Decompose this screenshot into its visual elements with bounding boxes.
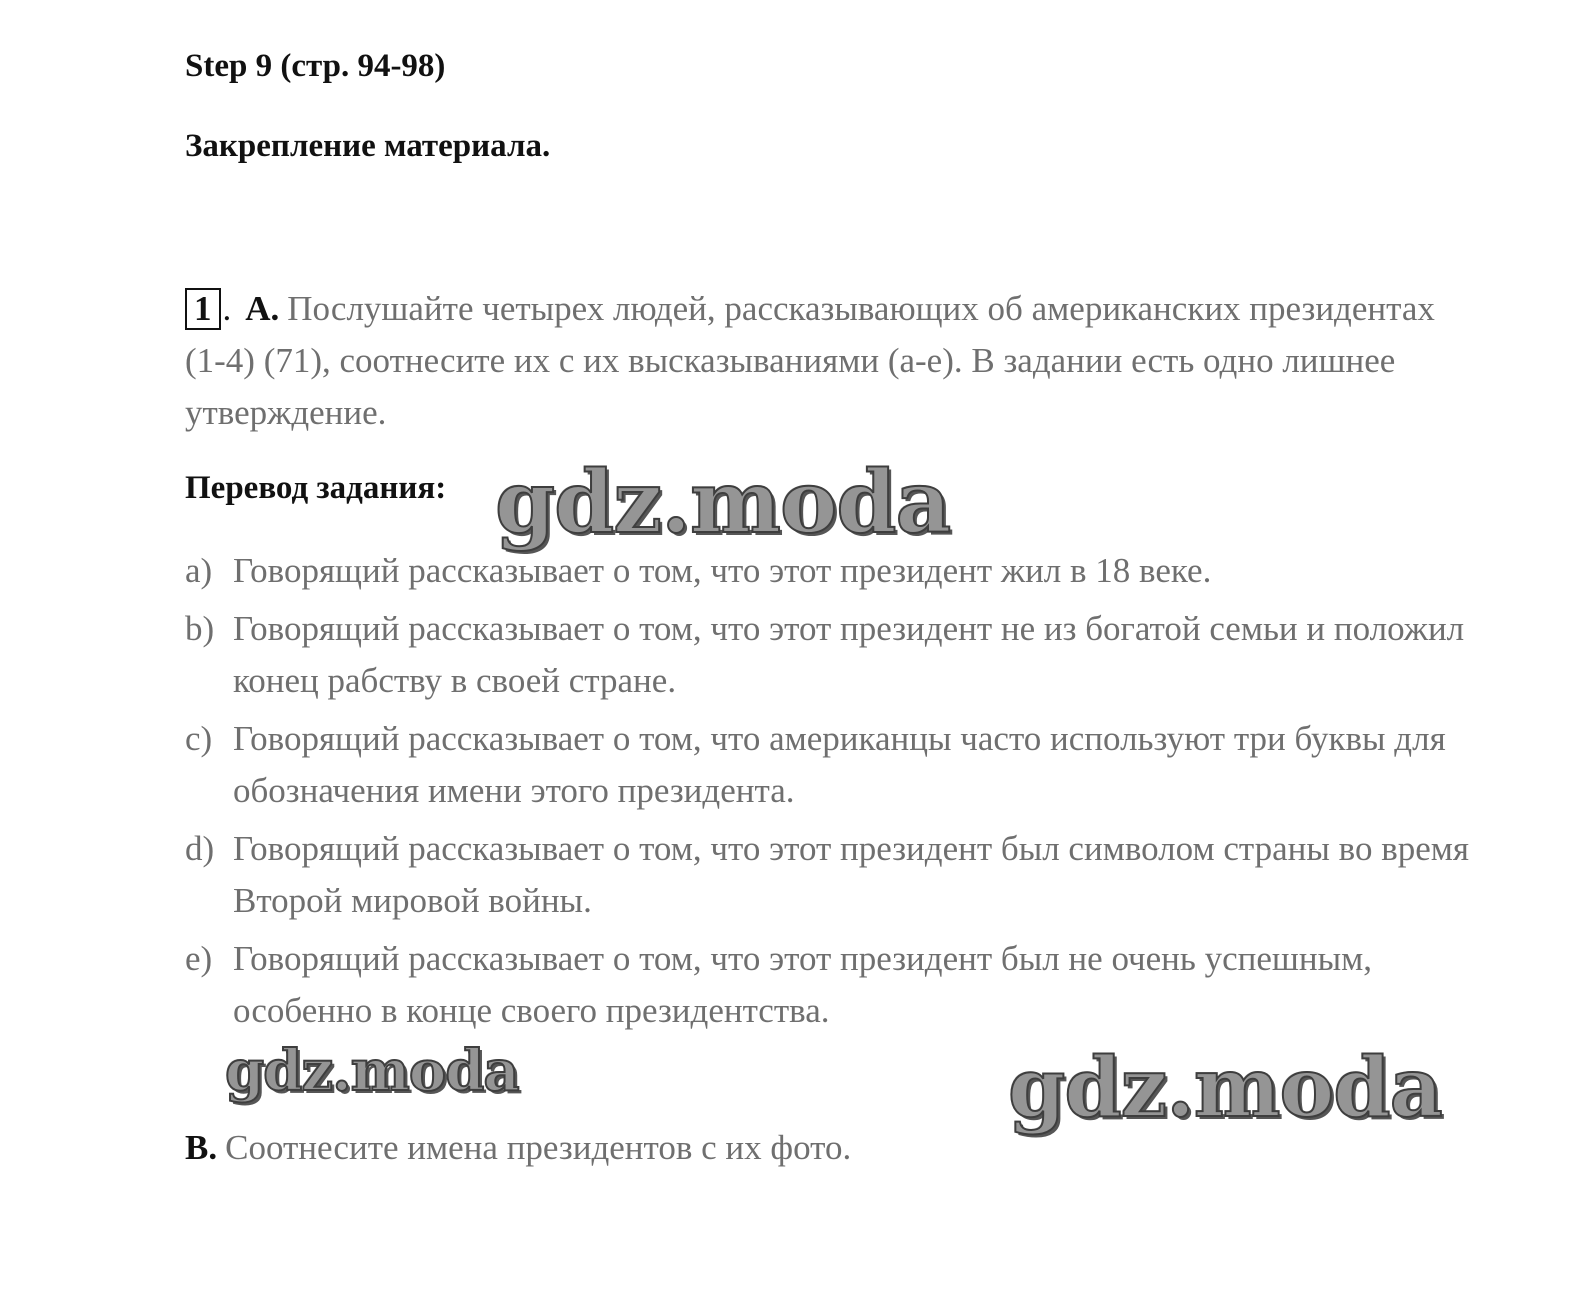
watermark-logo: gdz.moda: [1008, 1040, 1442, 1136]
option-text: Говорящий рассказывает о том, что этот президент был символом страны во время Второй мировой войны.: [233, 829, 1470, 920]
watermark-logo: gdz.moda: [495, 452, 951, 553]
list-item: [185, 603, 1475, 707]
option-letter: d): [185, 829, 215, 868]
task-number-box: 1: [185, 288, 221, 330]
task-1-part-a: [185, 283, 1465, 439]
section-title: Закрепление материала.: [185, 128, 551, 164]
translation-label: Перевод задания:: [185, 470, 447, 506]
list-item: [185, 823, 1475, 927]
task-number-dot: .: [222, 289, 232, 328]
step-title: Step 9 (стр. 94-98): [185, 48, 446, 84]
part-a-text: Послушайте четырех людей, рассказывающих об американских президентах (1-4) (71), соотнесите их с их высказываниями (a-e). В задании есть одно лишнее утверждение.: [185, 289, 1435, 432]
option-text: Говорящий рассказывает о том, что этот президент был не очень успешным, особенно в конце своего президентства.: [233, 939, 1373, 1030]
list-item: [185, 933, 1475, 1037]
watermark-logo: gdz.moda: [225, 1038, 519, 1104]
option-text: Говорящий рассказывает о том, что американцы часто используют три буквы для обозначения имени этого президента.: [233, 719, 1446, 810]
part-a-letter: A.: [245, 289, 280, 328]
list-item: [185, 713, 1475, 817]
part-b-text: Соотнесите имена президентов с их фото.: [225, 1128, 852, 1167]
option-letter: e): [185, 939, 213, 978]
option-text: Говорящий рассказывает о том, что этот президент жил в 18 веке.: [233, 551, 1212, 590]
option-letter: a): [185, 551, 213, 590]
option-letter: c): [185, 719, 213, 758]
part-b-letter: B.: [185, 1128, 218, 1167]
options-list: [185, 545, 1475, 1043]
option-letter: b): [185, 609, 215, 648]
option-text: Говорящий рассказывает о том, что этот президент не из богатой семьи и положил конец рабству в своей стране.: [233, 609, 1465, 700]
task-1-part-b: [185, 1128, 851, 1168]
